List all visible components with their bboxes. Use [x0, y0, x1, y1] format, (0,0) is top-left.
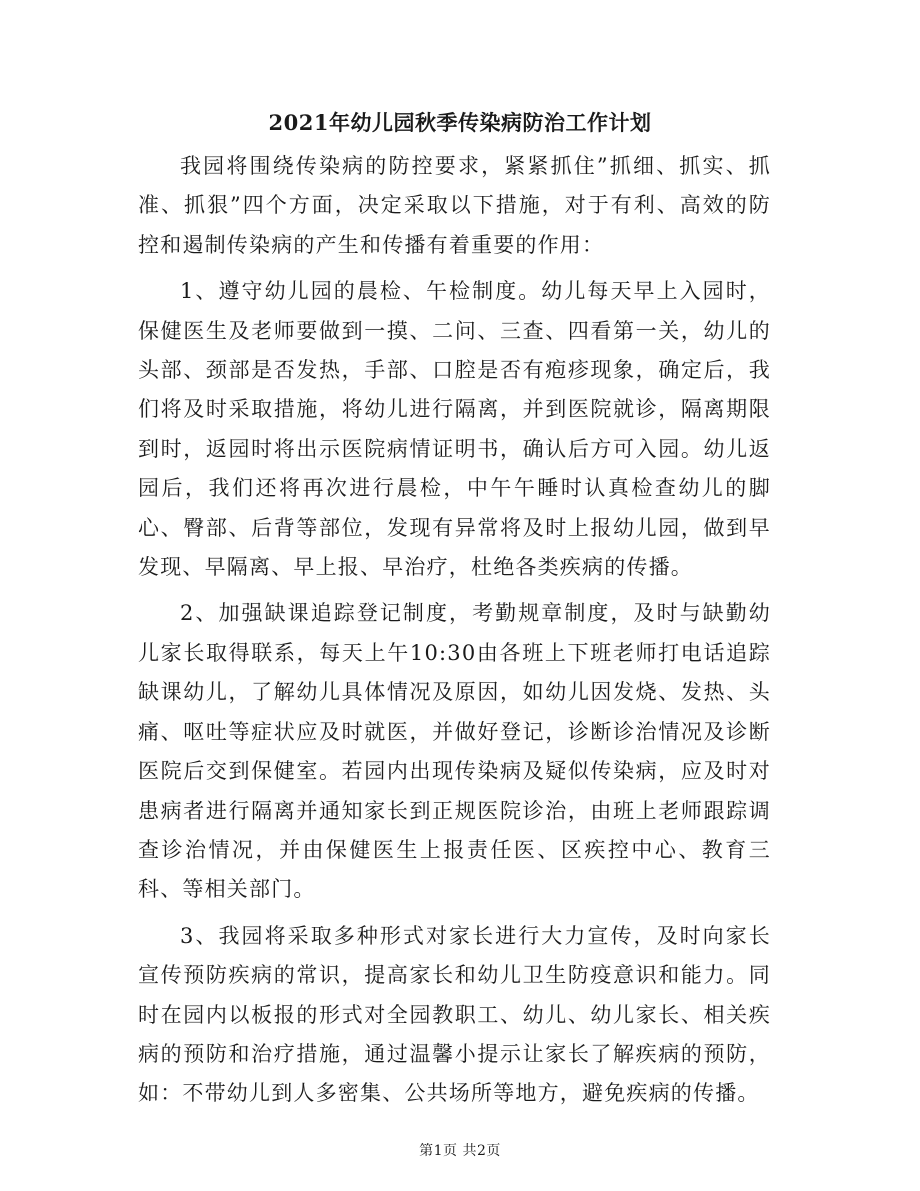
paragraph-item-2: 2、加强缺课追踪登记制度，考勤规章制度，及时与缺勤幼儿家长取得联系，每天上午10:30由各班上下班老师打电话追踪缺课幼儿，了解幼儿具体情况及原因，如幼儿因发烧、发热、头痛、呕吐等症状应及时就医，并做好登记，诊断诊治情况及诊断医院后交到保健室。若园内出现传染病及疑似传染病，应及时对患病者进行隔离并通知家长到正规医院诊治，由班上老师跟踪调查诊治情况，并由保健医生上报责任医、区疾控中心、教育三科、等相关部门。 [138, 601, 771, 902]
paragraph-item-1: 1、遵守幼儿园的晨检、午检制度。幼儿每天早上入园时，保健医生及老师要做到一摸、二问、三查、四看第一关，幼儿的头部、颈部是否发热，手部、口腔是否有疱疹现象，确定后，我们将及时采取措施，将幼儿进行隔离，并到医院就诊，隔离期限到时，返园时将出示医院病情证明书，确认后方可入园。幼儿返园后，我们还将再次进行晨检，中午午睡时认真检查幼儿的脚心、臀部、后背等部位，发现有异常将及时上报幼儿园，做到早发现、早隔离、早上报、早治疗，杜绝各类疾病的传播。 [138, 279, 771, 580]
document-title: 2021年幼儿园秋季传染病防治工作计划 [268, 110, 652, 135]
paragraph-intro: 我园将围绕传染病的防控要求，紧紧抓住”抓细、抓实、抓准、抓狠”四个方面，决定采取以下措施，对于有利、高效的防控和遏制传染病的产生和传播有着重要的作用： [138, 154, 771, 257]
paragraph-item-3: 3、我园将采取多种形式对家长进行大力宣传，及时向家长宣传预防疾病的常识，提高家长和幼儿卫生防疫意识和能力。同时在园内以板报的形式对全园教职工、幼儿、幼儿家长、相关疾病的预防和治疗措施，通过温馨小提示让家长了解疾病的预防，如：不带幼儿到人多密集、公共场所等地方，避免疾病的传播。 [138, 923, 771, 1106]
page-number-footer: 第1页 共2页 [419, 1143, 501, 1159]
document-body [138, 147, 771, 1121]
